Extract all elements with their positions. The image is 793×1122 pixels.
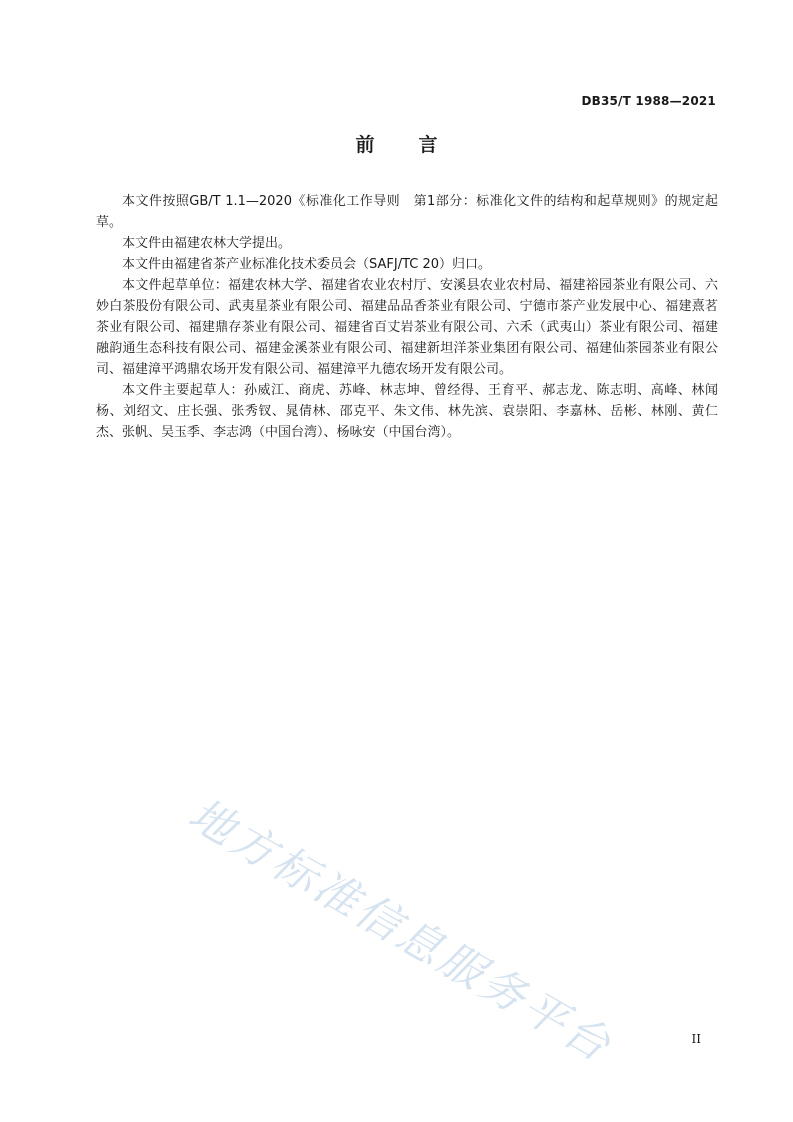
body-text xyxy=(96,191,718,443)
paragraph-drafting-rules: 本文件按照GB/T 1.1—2020《标准化工作导则 第1部分：标准化文件的结构和起草规则》的规定起草。 xyxy=(96,194,718,230)
watermark: 地方标准信息服务平台 xyxy=(180,788,622,1073)
paragraph-drafters: 本文件主要起草人：孙威江、商虎、苏峰、林志坤、曾经得、王育平、郝志龙、陈志明、高峰、林闻杨、刘绍文、庄长强、张秀钗、晁倩林、邵克平、朱文伟、林先滨、袁崇阳、李嘉林、岳彬、林刚、黄仁杰、张帆、吴玉季、李志鸿（中国台湾）、杨咏安（中国台湾）。 xyxy=(96,383,718,440)
page-title: 前言 xyxy=(355,134,482,156)
paragraph-committee: 本文件由福建省茶产业标准化技术委员会（SAFJ/TC 20）归口。 xyxy=(122,257,492,272)
document-code: DB35/T 1988—2021 xyxy=(581,94,716,108)
page-number: II xyxy=(691,1032,701,1046)
paragraph-proposer: 本文件由福建农林大学提出。 xyxy=(122,236,292,251)
paragraph-drafting-units: 本文件起草单位：福建农林大学、福建省农业农村厅、安溪县农业农村局、福建裕园茶业有限公司、六妙白茶股份有限公司、武夷星茶业有限公司、福建品品香茶业有限公司、宁德市茶产业发展中心、福建熹茗茶业有限公司、福建鼎存茶业有限公司、福建省百丈岩茶业有限公司、六禾（武夷山）茶业有限公司、福建融韵通生态科技有限公司、福建金溪茶业有限公司、福建新坦洋茶业集团有限公司、福建仙茶园茶业有限公司、福建漳平鸿鼎农场开发有限公司、福建漳平九德农场开发有限公司。 xyxy=(96,278,718,377)
